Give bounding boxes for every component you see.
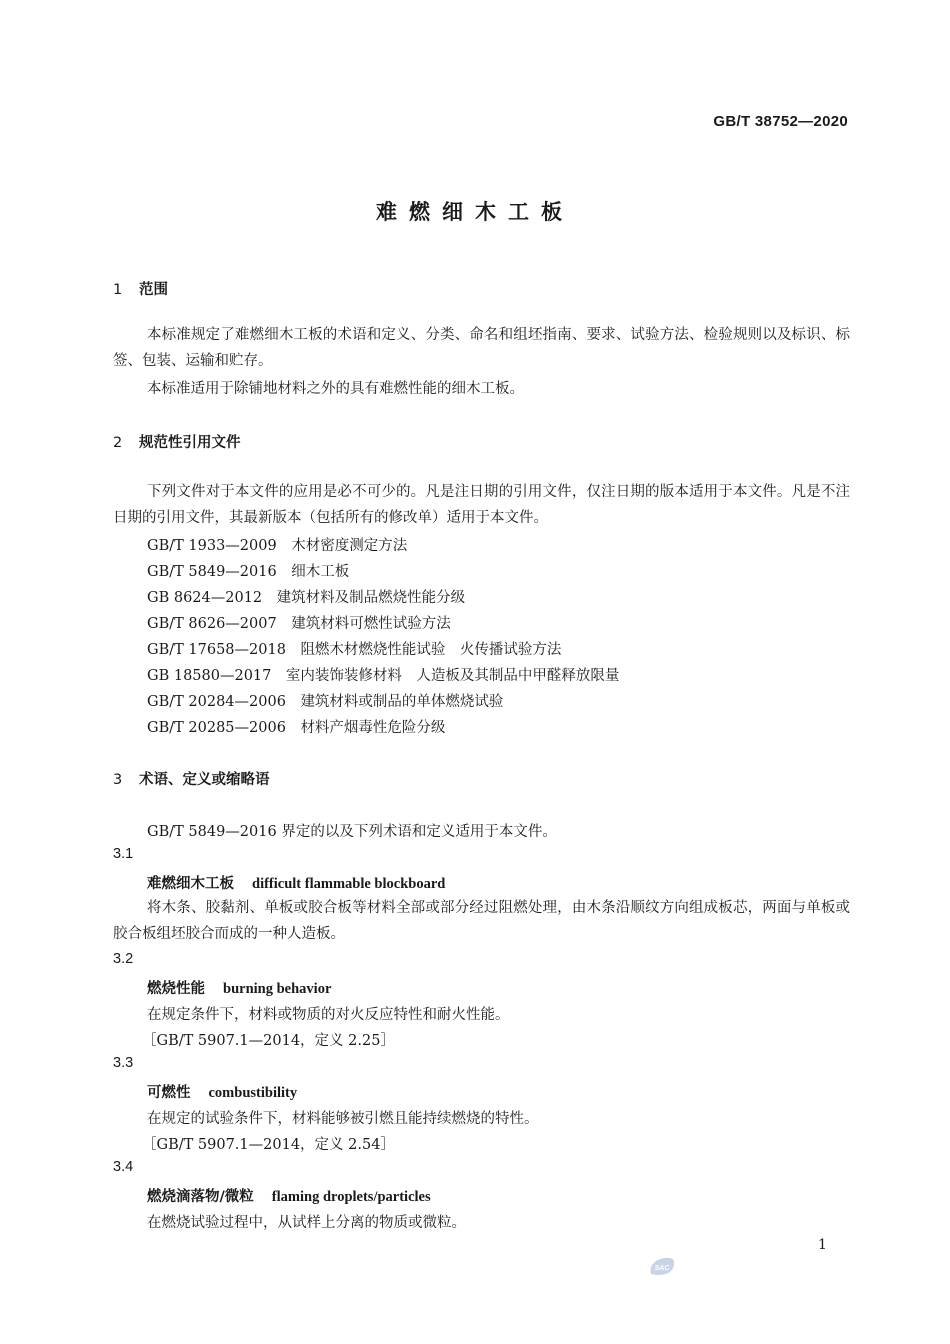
reference-code: GB/T 20284—2006 [147,694,286,710]
reference-item [147,664,619,685]
reference-code: GB/T 1933—2009 [147,538,277,554]
section-2-heading [113,431,241,452]
svg-text:SAC: SAC [654,1265,670,1272]
reference-item [147,638,561,659]
reference-item [147,560,349,581]
term-en: difficult flammable blockboard [252,876,446,892]
term-source: ［GB/T 5907.1—2014，定义 2.54］ [142,1137,395,1153]
reference-title: 材料产烟毒性危险分级 [300,720,446,736]
reference-title: 建筑材料或制品的单体燃烧试验 [300,694,504,710]
term-zh: 难燃细木工板 [147,876,234,892]
standard-code: GB/T 38752—2020 [713,113,848,130]
section-1-paragraph-1: 本标准规定了难燃细木工板的术语和定义、分类、命名和组坯指南、要求、试验方法、检验规则以及标识、标签、包装、运输和贮存。 [113,327,850,369]
reference-title: 细木工板 [291,564,350,580]
page-number: 1 [818,1237,827,1253]
term-en: combustibility [208,1085,298,1101]
term-definition: 在规定的试验条件下，材料能够被引燃且能持续燃烧的特性。 [147,1111,539,1127]
reference-code: GB/T 8626—2007 [147,616,277,632]
reference-item [147,586,465,607]
term-en: flaming droplets/particles [271,1189,431,1205]
reference-title: 木材密度测定方法 [291,538,408,554]
section-1-paragraph-2: 本标准适用于除铺地材料之外的具有难燃性能的细木工板。 [147,381,524,397]
section-title: 范围 [139,282,168,298]
section-3-heading [113,768,270,789]
reference-code: GB/T 17658—2018 [147,642,286,658]
reference-code: GB/T 20285—2006 [147,720,286,736]
term-zh: 燃烧滴落物/微粒 [147,1189,254,1205]
term-heading [147,1081,297,1102]
term-heading [147,872,445,893]
term-definition: 在规定条件下，材料或物质的对火反应特性和耐火性能。 [147,1007,510,1023]
term-definition: 将木条、胶黏剂、单板或胶合板等材料全部或部分经过阻燃处理，由木条沿顺纹方向组成板芯，两面与单板或胶合板组坯胶合而成的一种人造板。 [113,900,850,942]
section-number: 2 [113,435,123,451]
reference-code: GB 8624—2012 [147,590,263,606]
section-3-intro: GB/T 5849—2016 界定的以及下列术语和定义适用于本文件。 [147,824,557,840]
term-heading [147,1185,431,1206]
term-number: 3.2 [113,951,134,967]
reference-item [147,534,407,555]
section-title: 术语、定义或缩略语 [139,772,270,788]
term-definition: 在燃烧试验过程中，从试样上分离的物质或微粒。 [147,1215,466,1231]
term-number: 3.3 [113,1055,134,1071]
section-2-intro: 下列文件对于本文件的应用是必不可少的。凡是注日期的引用文件，仅注日期的版本适用于本文件。凡是不注日期的引用文件，其最新版本（包括所有的修改单）适用于本文件。 [113,484,850,526]
section-number: 1 [113,282,123,298]
section-1-heading [113,278,168,299]
reference-code: GB 18580—2017 [147,668,272,684]
section-number: 3 [113,772,123,788]
reference-title: 室内装饰装修材料 人造板及其制品中甲醛释放限量 [285,668,620,684]
term-en: burning behavior [223,981,332,997]
reference-title: 建筑材料及制品燃烧性能分级 [276,590,466,606]
reference-title: 建筑材料可燃性试验方法 [291,616,451,632]
reference-item [147,716,445,737]
term-number: 3.4 [113,1159,134,1175]
term-heading [147,977,331,998]
reference-item [147,690,503,711]
reference-item [147,612,451,633]
document-title: 难燃细木工板 [376,200,574,224]
term-zh: 可燃性 [147,1085,191,1101]
section-title: 规范性引用文件 [139,435,241,451]
reference-code: GB/T 5849—2016 [147,564,277,580]
reference-title: 阻燃木材燃烧性能试验 火传播试验方法 [300,642,562,658]
term-zh: 燃烧性能 [147,981,205,997]
sac-logo-icon [647,1256,677,1278]
term-source: ［GB/T 5907.1—2014，定义 2.25］ [142,1033,395,1049]
term-number: 3.1 [113,846,134,862]
